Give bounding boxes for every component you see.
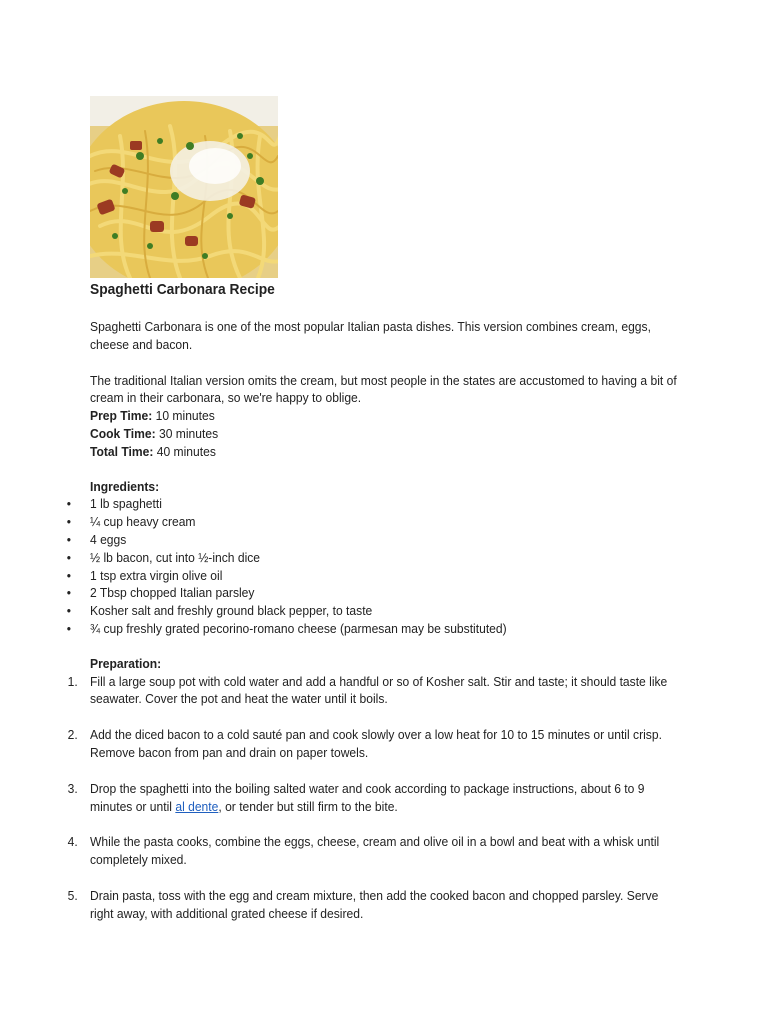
- step-number: 5.: [67, 887, 78, 903]
- ingredients-list: [90, 495, 685, 637]
- recipe-photo: [90, 96, 278, 278]
- ingredient-item: • 2 Tbsp chopped Italian parsley: [90, 584, 685, 602]
- preparation-step: [67, 673, 685, 709]
- prep-time: [90, 407, 685, 425]
- step-number: 1.: [67, 673, 78, 689]
- ingredient-item: • 1 tsp extra virgin olive oil: [90, 567, 685, 585]
- total-time-value: 40 minutes: [153, 443, 216, 459]
- cook-time-label: Cook Time:: [90, 425, 156, 441]
- step-number: 2.: [67, 727, 78, 743]
- step-text-before: Drop the spaghetti into the boiling salted water and cook according to package instructions, about 6 to 9 minutes or until: [90, 780, 645, 814]
- preparation-step: [67, 887, 685, 923]
- ingredient-item: • ¾ cup freshly grated pecorino-romano cheese (parmesan may be substituted): [90, 620, 685, 638]
- cook-time-value: 30 minutes: [155, 425, 219, 441]
- recipe-note: The traditional Italian version omits the cream, but most people in the states are accustomed to having a bit of cream in their carbonara, so we're happy to oblige.: [90, 372, 677, 406]
- step-text: Fill a large soup pot with cold water and add a handful or so of Kosher salt. Stir and taste; it should taste like seawater. Cover the pot and heat the water until it boils.: [90, 673, 668, 707]
- preparation-step: [67, 780, 685, 816]
- prep-time-label: Prep Time:: [90, 408, 153, 424]
- ingredient-item: • Kosher salt and freshly ground black pepper, to taste: [90, 602, 685, 620]
- ingredient-item: • ¼ cup heavy cream: [90, 513, 685, 531]
- step-text: While the pasta cooks, combine the eggs, cheese, cream and olive oil in a bowl and beat with a whisk until completely mixed.: [90, 834, 660, 868]
- al-dente-link[interactable]: al dente: [175, 798, 219, 814]
- preparation-steps: [67, 673, 685, 923]
- step-text: Drain pasta, toss with the egg and cream mixture, then add the cooked bacon and chopped parsley. Serve right away, with additional grated cheese if desired.: [90, 887, 659, 921]
- total-time: [90, 443, 685, 461]
- preparation-step: [67, 833, 685, 869]
- step-text: Add the diced bacon to a cold sauté pan and cook slowly over a low heat for 10 to 15 minutes or until crisp. Remove bacon from pan and drain on paper towels.: [90, 727, 662, 760]
- spaghetti-image: [90, 96, 278, 278]
- ingredient-item: • 1 lb spaghetti: [90, 495, 685, 513]
- preparation-heading: Preparation:: [90, 655, 162, 671]
- ingredient-item: • ½ lb bacon, cut into ½-inch dice: [90, 549, 685, 567]
- preparation-step: [67, 726, 685, 762]
- cook-time: [90, 425, 685, 443]
- step-text-after: , or tender but still firm to the bite.: [218, 798, 398, 814]
- prep-time-value: 10 minutes: [152, 408, 215, 424]
- step-number: 4.: [67, 834, 78, 850]
- recipe-intro: Spaghetti Carbonara is one of the most popular Italian pasta dishes. This version combines cream, eggs, cheese and bacon.: [90, 319, 651, 352]
- total-time-label: Total Time:: [90, 443, 154, 459]
- ingredient-item: • 4 eggs: [90, 531, 685, 549]
- recipe-title: Spaghetti Carbonara Recipe: [90, 281, 275, 298]
- recipe-content: [67, 280, 690, 941]
- ingredients-heading: Ingredients:: [90, 478, 160, 494]
- step-number: 3.: [67, 780, 78, 796]
